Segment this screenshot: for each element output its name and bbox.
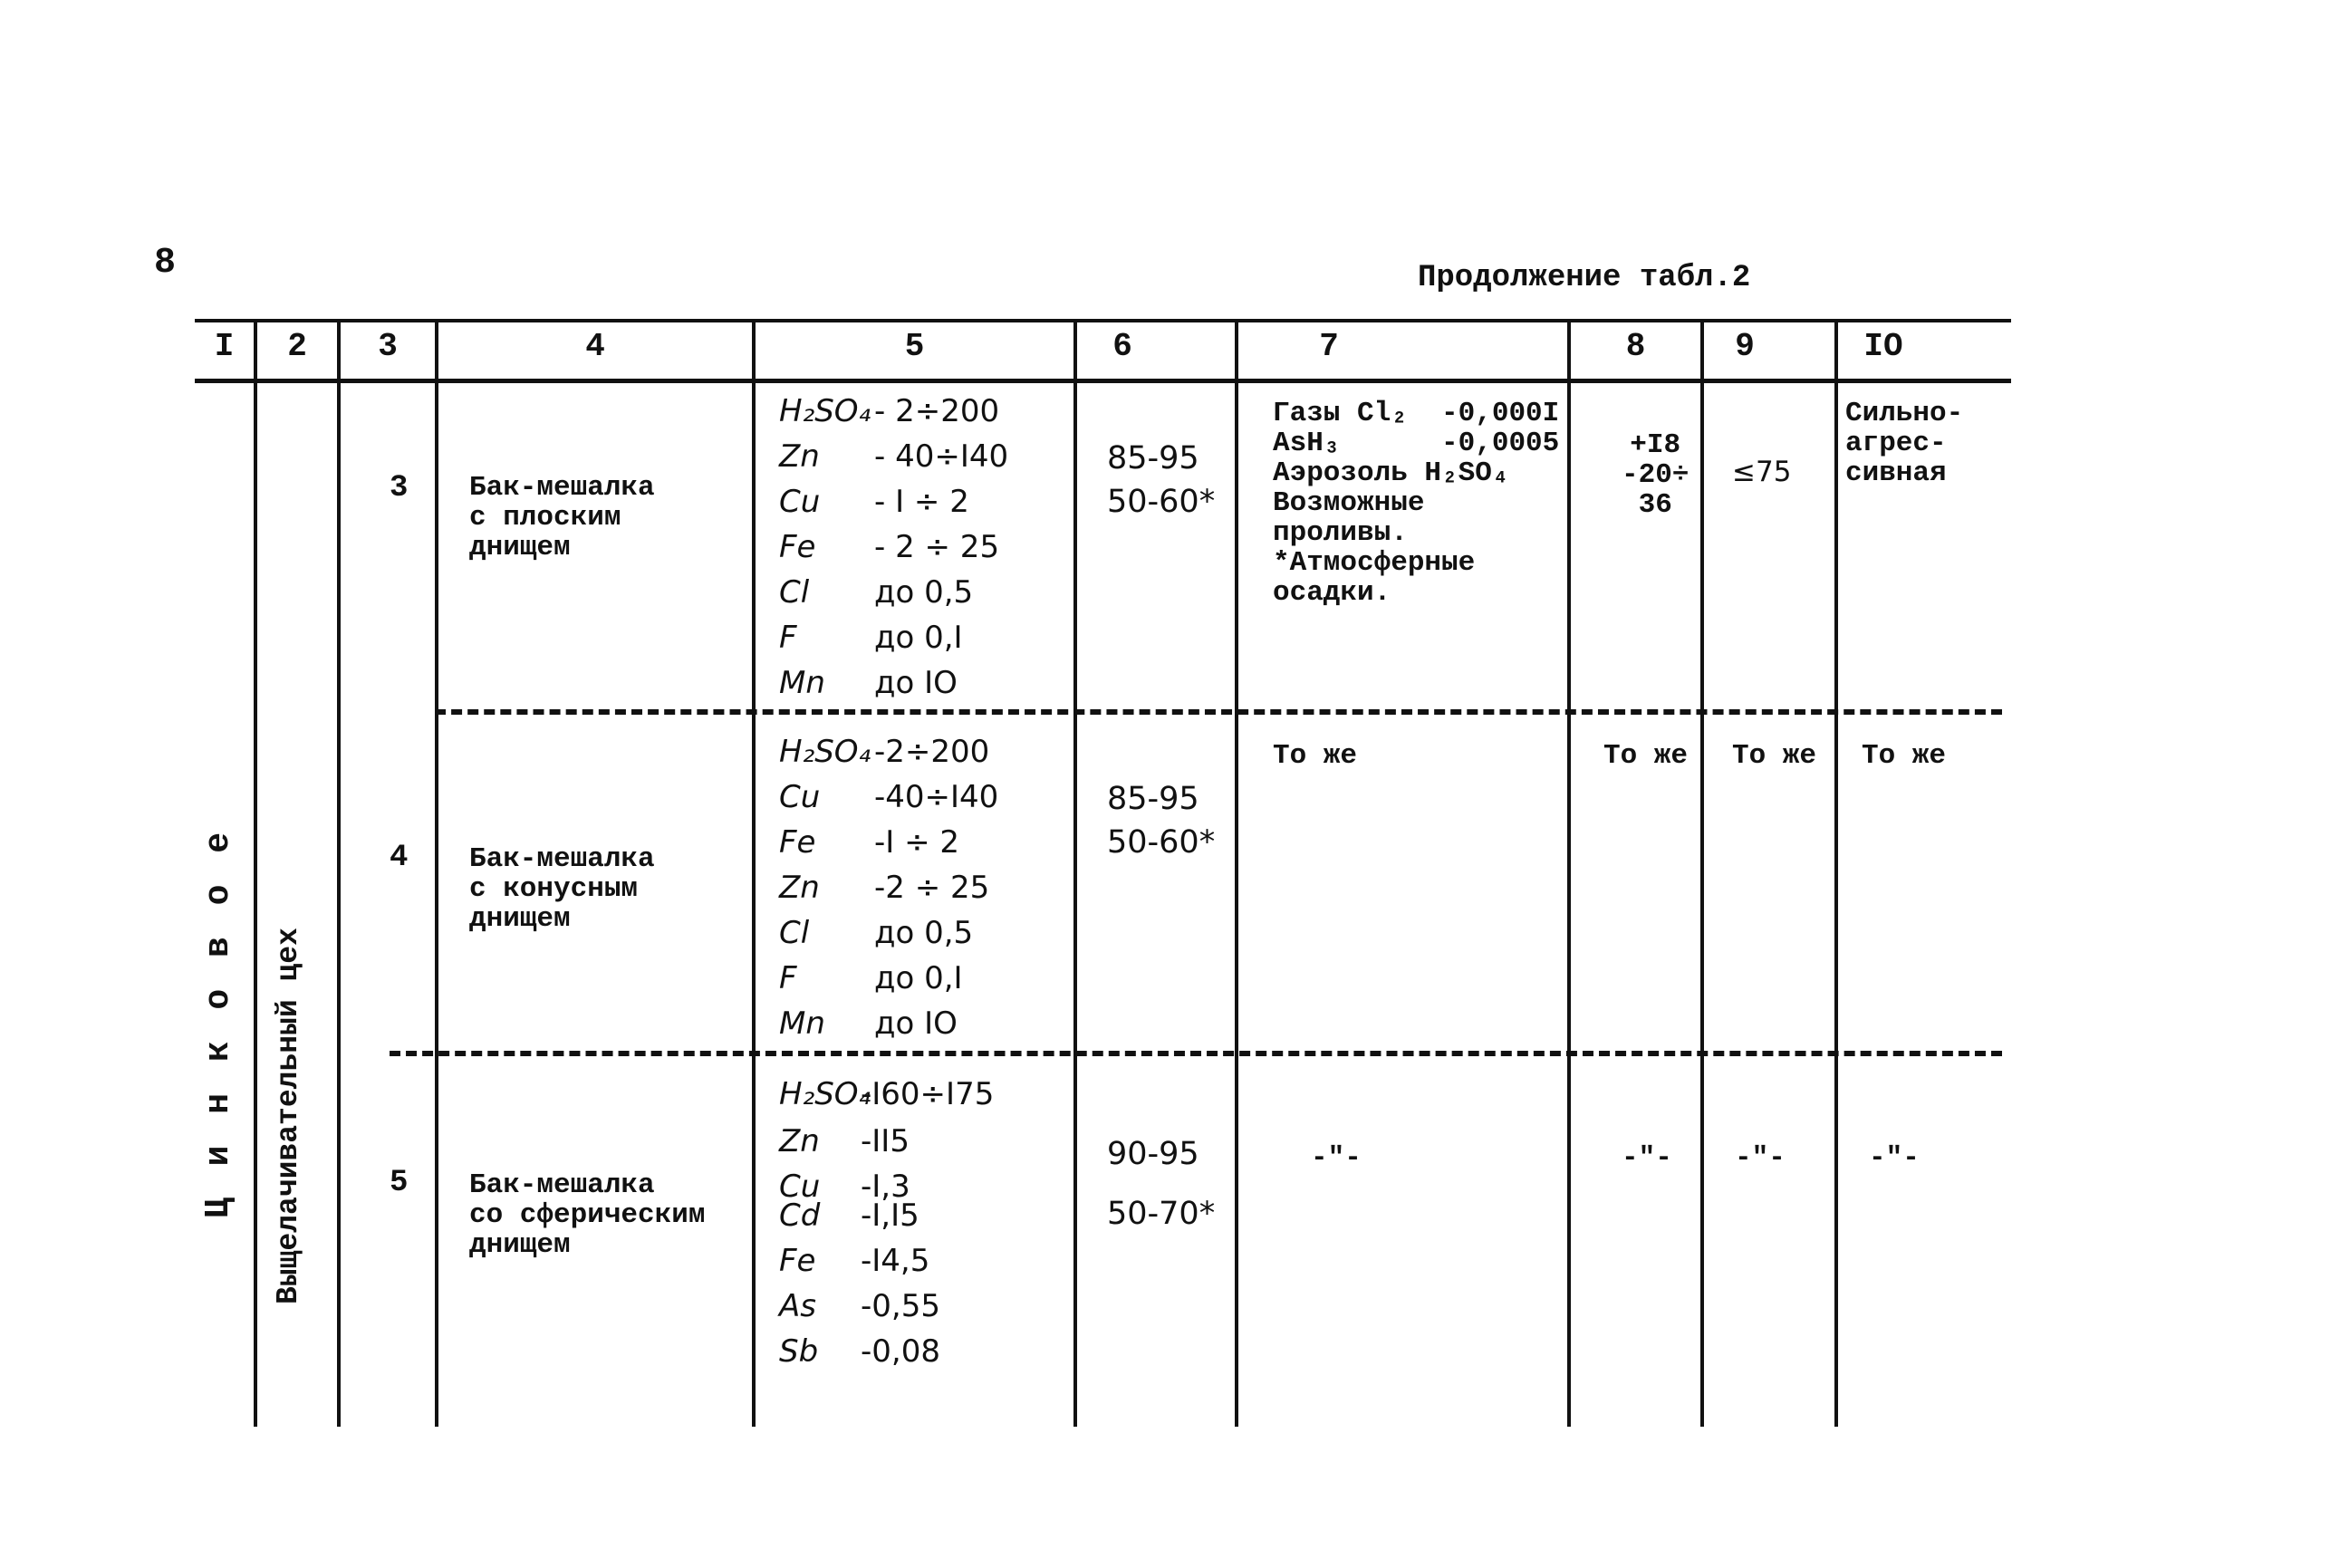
concentration: -2÷200: [874, 734, 990, 770]
row-3-environment: -"-: [1311, 1142, 1362, 1174]
table-top-rule: [195, 319, 2011, 322]
col-divider: [435, 319, 438, 1427]
element-symbol: Zn: [779, 1123, 820, 1159]
element-symbol: F: [779, 960, 797, 996]
row-2-component: [779, 915, 973, 953]
row-2-component: [779, 1005, 958, 1044]
concentration: -I,3: [861, 1169, 910, 1205]
row-1-aggressiveness: Сильно- агрес- сивная: [1845, 398, 1964, 489]
col1-vertical-label: Ц и н к о в о е: [199, 826, 238, 1218]
element-symbol: Zn: [779, 438, 820, 475]
col-divider: [1073, 319, 1077, 1427]
col-divider: [1834, 319, 1838, 1427]
row-3-component: [779, 1288, 940, 1326]
concentration: -40÷I40: [874, 779, 999, 815]
concentration: -0,08: [861, 1333, 940, 1370]
table-caption: Продолжение табл.2: [1418, 261, 1751, 295]
row-1-number: 3: [390, 471, 409, 505]
col-divider: [1700, 319, 1704, 1427]
element-symbol: Mn: [779, 665, 825, 701]
header-col-7: 7: [1319, 328, 1339, 365]
row-1-component: [779, 574, 973, 612]
header-col-10: IO: [1863, 328, 1903, 365]
concentration: -II5: [861, 1123, 910, 1159]
row-1-col9: ≤75: [1732, 456, 1792, 488]
row-3-temp-alt: 50-70*: [1107, 1196, 1216, 1232]
row-1-component: [779, 620, 963, 658]
row-separator: [390, 1051, 2002, 1056]
row-2-component: [779, 960, 963, 998]
row-2-component: [779, 824, 959, 862]
row-3-component: [779, 1243, 929, 1281]
concentration: до 0,5: [874, 915, 974, 951]
row-1-col8: +I8 -20÷ 36: [1622, 429, 1690, 521]
row-2-component: [779, 779, 998, 817]
concentration: до 0,5: [874, 574, 974, 611]
concentration: до IO: [874, 1005, 958, 1042]
row-2-temp-alt: 50-60*: [1107, 824, 1216, 861]
concentration: -2 ÷ 25: [874, 870, 990, 906]
element-symbol: H₂SO₄: [779, 734, 871, 770]
row-3-temp: 90-95: [1107, 1136, 1199, 1172]
col-divider: [337, 319, 341, 1427]
concentration: - 2 ÷ 25: [874, 529, 1000, 565]
concentration: -I60÷I75: [861, 1076, 995, 1112]
header-col-2: 2: [287, 328, 307, 365]
header-col-1: I: [214, 328, 235, 365]
element-symbol: Fe: [779, 529, 816, 565]
row-3-aggressiveness: -"-: [1869, 1142, 1920, 1174]
row-1-component: [779, 529, 999, 567]
header-bottom-rule: [195, 379, 2011, 383]
row-2-environment: То же: [1273, 740, 1358, 772]
element-symbol: Cu: [779, 484, 821, 520]
row-1-component: [779, 484, 969, 522]
element-symbol: Mn: [779, 1005, 825, 1042]
element-symbol: H₂SO₄: [779, 1076, 871, 1112]
element-symbol: H₂SO₄: [779, 393, 871, 429]
header-col-9: 9: [1735, 328, 1755, 365]
row-3-component: [779, 1076, 994, 1114]
col-divider: [254, 319, 257, 1427]
row-3-number: 5: [390, 1166, 409, 1200]
element-symbol: Fe: [779, 824, 816, 861]
element-symbol: F: [779, 620, 797, 656]
row-1-component: [779, 438, 1008, 476]
concentration: -I4,5: [861, 1243, 930, 1279]
row-3-col8: -"-: [1622, 1142, 1672, 1174]
element-symbol: Zn: [779, 870, 820, 906]
row-2-component: [779, 870, 989, 908]
concentration: - I ÷ 2: [874, 484, 969, 520]
concentration: - 2÷200: [874, 393, 1000, 429]
header-col-4: 4: [585, 328, 605, 365]
row-3-component: [779, 1198, 919, 1236]
header-col-6: 6: [1112, 328, 1132, 365]
concentration: -I,I5: [861, 1198, 919, 1234]
row-3-component: [779, 1123, 910, 1161]
element-symbol: Fe: [779, 1243, 816, 1279]
element-symbol: Cu: [779, 1169, 821, 1205]
col2-vertical-label: Выщелачивательный цех: [272, 928, 305, 1304]
col-divider: [752, 319, 756, 1427]
row-2-number: 4: [390, 841, 409, 875]
page-number: 8: [154, 243, 177, 284]
row-1-name: Бак-мешалка с плоским днищем: [469, 472, 655, 563]
concentration: до 0,I: [874, 620, 963, 656]
row-2-name: Бак-мешалка с конусным днищем: [469, 843, 655, 935]
header-col-3: 3: [378, 328, 398, 365]
concentration: - 40÷I40: [874, 438, 1009, 475]
col-divider: [1567, 319, 1571, 1427]
row-3-component: [779, 1333, 940, 1371]
row-1-temp: 85-95: [1107, 440, 1199, 476]
element-symbol: Cd: [779, 1198, 821, 1234]
concentration: до IO: [874, 665, 958, 701]
col-divider: [1235, 319, 1238, 1427]
row-1-component: [779, 665, 958, 703]
row-2-aggressiveness: То же: [1862, 740, 1947, 772]
row-3-name: Бак-мешалка со сферическим днищем: [469, 1169, 706, 1261]
element-symbol: Sb: [779, 1333, 819, 1370]
row-2-col8: То же: [1603, 740, 1689, 772]
element-symbol: Cl: [779, 915, 810, 951]
row-1-component: [779, 393, 999, 431]
row-separator: [435, 709, 2002, 715]
row-2-component: [779, 734, 989, 772]
row-2-col9: То же: [1732, 740, 1817, 772]
concentration: -0,55: [861, 1288, 940, 1324]
element-symbol: Cl: [779, 574, 810, 611]
row-1-temp-alt: 50-60*: [1107, 484, 1216, 520]
row-1-environment: Газы Cl₂ -0,000I AsH₃ -0,0005 Аэрозоль H₂SO₄ Возможные проливы. *Атмосферные осадки.: [1273, 398, 1560, 609]
concentration: -I ÷ 2: [874, 824, 960, 861]
row-2-temp: 85-95: [1107, 781, 1199, 817]
header-col-5: 5: [904, 328, 925, 365]
element-symbol: As: [779, 1288, 816, 1324]
concentration: до 0,I: [874, 960, 963, 996]
element-symbol: Cu: [779, 779, 821, 815]
row-3-col9: -"-: [1735, 1142, 1786, 1174]
header-col-8: 8: [1625, 328, 1646, 365]
